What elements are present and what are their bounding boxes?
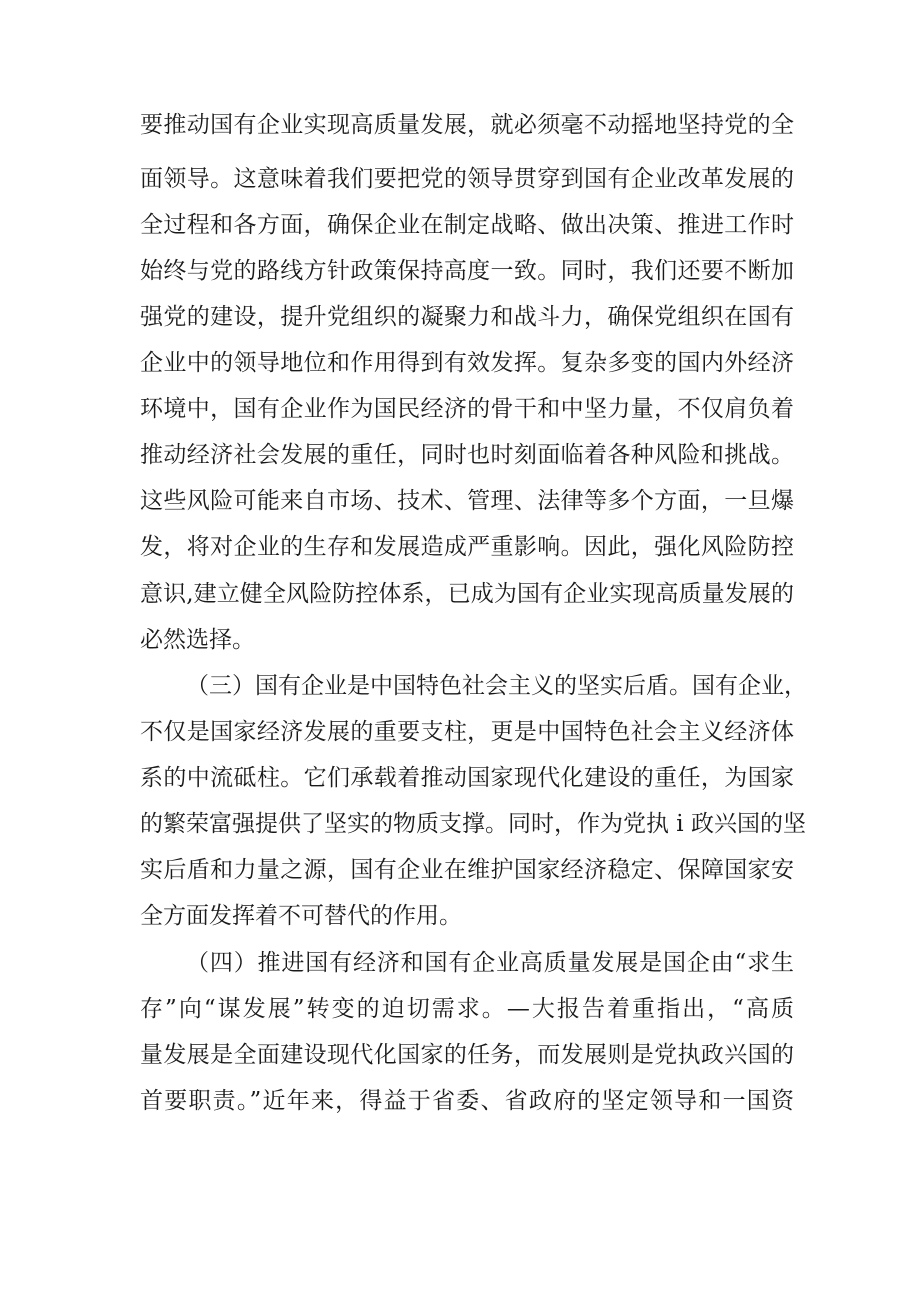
text-line: 这些风险可能来自市场、技术、管理、法律等多个方面，一旦爆 <box>140 488 794 514</box>
text-line: 系的中流砥柱。它们承载着推动国家现代化建设的重任，为国家 <box>140 765 794 791</box>
text-line: 全过程和各方面，确保企业在制定战略、做出决策、推进工作时 <box>140 212 794 238</box>
text-line: 的繁荣富强提供了坚实的物质支撑。同时，作为党执 i 政兴国的坚 <box>140 811 806 837</box>
text-line: 企业中的领导地位和作用得到有效发挥。复杂多变的国内外经济 <box>140 350 794 376</box>
text-line: 始终与党的路线方针政策保持高度一致。同时，我们还要不断加 <box>140 258 794 284</box>
text-line: 存”向“谋发展”转变的迫切需求。—大报告着重指出，“高质 <box>140 996 794 1022</box>
text-line: 必然选择。 <box>140 627 255 653</box>
text-line: 首要职责。”近年来，得益于省委、省政府的坚定领导和一国资 <box>140 1088 794 1114</box>
text-line: 要推动国有企业实现高质量发展，就必须毫不动摇地坚持党的全 <box>140 112 794 138</box>
text-line: 强党的建设，提升党组织的凝聚力和战斗力，确保党组织在国有 <box>140 304 794 330</box>
text-line: 面领导。这意味着我们要把党的领导贯穿到国有企业改革发展的 <box>140 166 794 192</box>
text-line: 发，将对企业的生存和发展造成严重影响。因此，强化风险防控 <box>140 534 794 560</box>
text-line: 意识,建立健全风险防控体系，已成为国有企业实现高质量发展的 <box>140 581 794 607</box>
text-line: 量发展是全面建设现代化国家的任务，而发展则是党执政兴国的 <box>140 1042 794 1068</box>
text-line: （三）国有企业是中国特色社会主义的坚实后盾。国有企业， <box>186 673 807 699</box>
text-line: 环境中，国有企业作为国民经济的骨干和中坚力量，不仅肩负着 <box>140 396 794 422</box>
text-line: 全方面发挥着不可替代的作用。 <box>140 903 462 929</box>
text-line: 不仅是国家经济发展的重要支柱，更是中国特色社会主义经济体 <box>140 719 794 745</box>
text-line: 推动经济社会发展的重任，同时也时刻面临着各种风险和挑战。 <box>140 442 794 468</box>
text-line: （四）推进国有经济和国有企业高质量发展是国企由“求生 <box>186 950 794 976</box>
text-line: 实后盾和力量之源，国有企业在维护国家经济稳定、保障国家安 <box>140 857 794 883</box>
